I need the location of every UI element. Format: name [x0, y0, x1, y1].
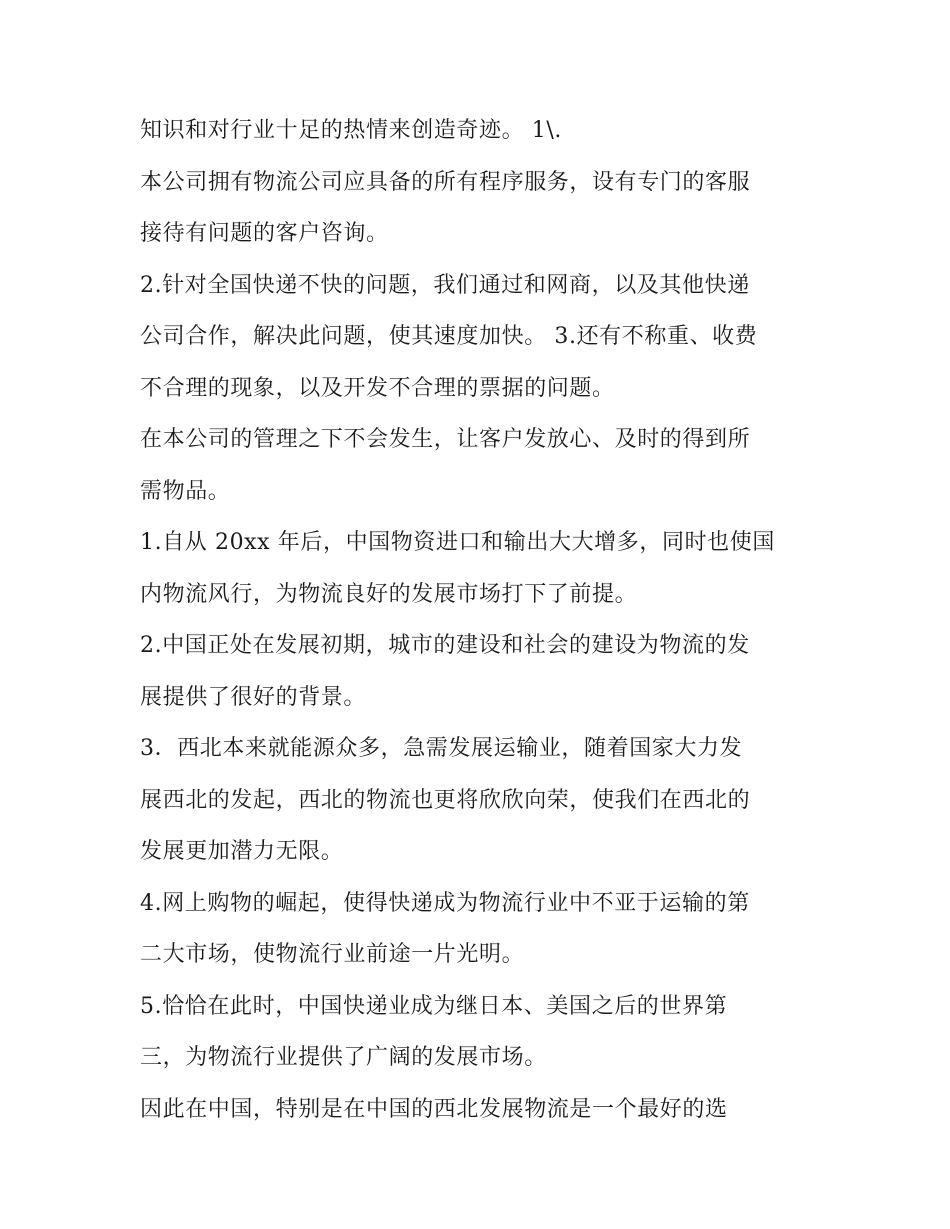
text-line: 本公司拥有物流公司应具备的所有程序服务，设有专门的客服	[140, 169, 751, 195]
text-line: 展提供了很好的背景。	[140, 684, 367, 710]
body-text	[140, 108, 830, 1138]
text-line: 2.针对全国快递不快的问题，我们通过和网商，以及其他快递	[140, 272, 750, 298]
text-line: 发展更加潜力无限。	[140, 839, 344, 864]
text-line: 在本公司的管理之下不会发生，让客户发放心、及时的得到所	[140, 427, 751, 452]
text-line: 2.中国正处在发展初期，城市的建设和社会的建设为物流的发	[140, 633, 750, 658]
text-line: 5.恰恰在此时，中国快递业成为继日本、美国之后的世界第	[140, 993, 728, 1019]
text-line: 知识和对行业十足的热情来创造奇迹。 1\.	[140, 118, 562, 143]
text-line: 因此在中国，特别是在中国的西北发展物流是一个最好的选	[140, 1096, 728, 1122]
text-line: 二大市场，使物流行业前途一片光明。	[140, 942, 525, 967]
text-line: 需物品。	[140, 478, 231, 504]
text-line: 不合理的现象，以及开发不合理的票据的问题。	[140, 375, 615, 401]
text-line: 4.网上购物的崛起，使得快递成为物流行业中不亚于运输的第	[140, 890, 750, 916]
text-line: 1.自从 20xx 年后，中国物资进口和输出大大增多，同时也使国	[140, 530, 775, 555]
text-line: 内物流风行，为物流良好的发展市场打下了前提。	[140, 581, 638, 607]
text-line: 公司合作，解决此问题，使其速度加快。 3.还有不称重、收费	[140, 324, 758, 349]
text-line: 接待有问题的客户咨询。	[140, 221, 389, 246]
text-line: 展西北的发起，西北的物流也更将欣欣向荣，使我们在西北的	[140, 787, 751, 813]
text-line: 3．西北本来就能源众多，急需发展运输业，随着国家大力发	[140, 736, 743, 761]
text-line: 三，为物流行业提供了广阔的发展市场。	[140, 1045, 547, 1070]
